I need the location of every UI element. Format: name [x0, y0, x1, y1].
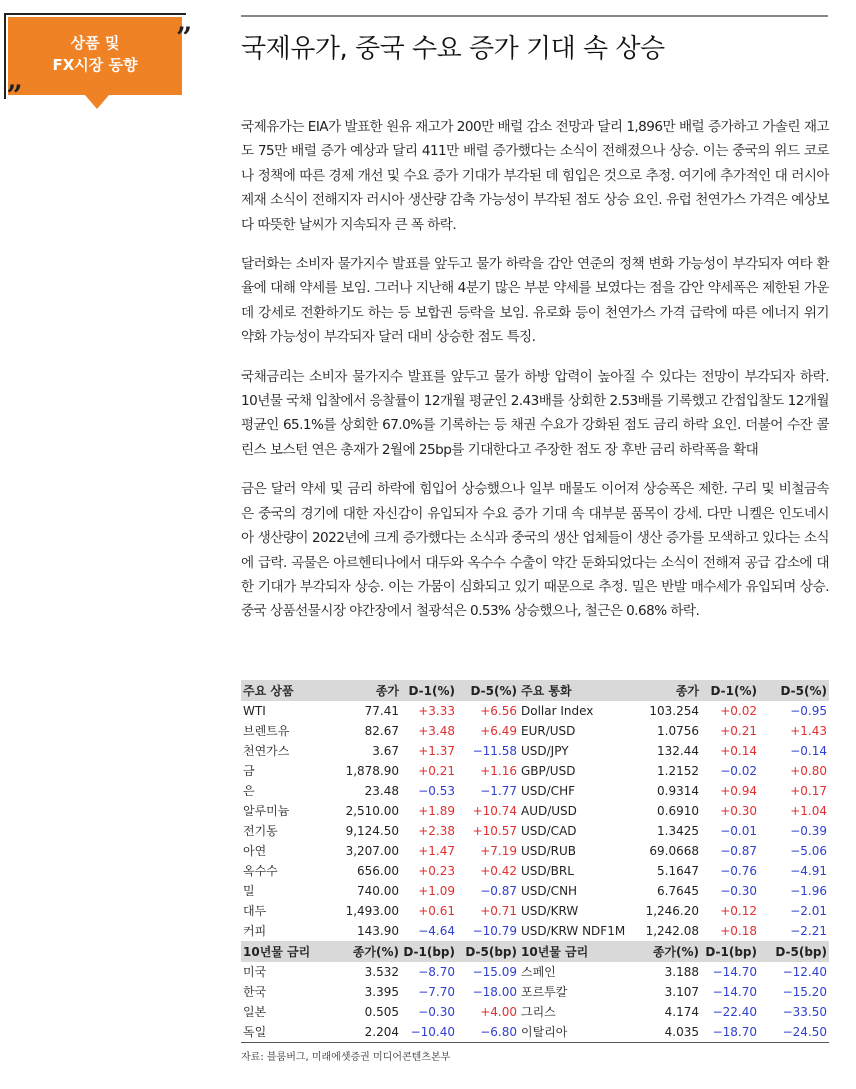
table-cell: 3.107: [664, 985, 699, 999]
table-cell: −0.87: [720, 844, 757, 858]
table-cell: −0.30: [418, 1005, 455, 1019]
table-cell: 대두: [243, 904, 267, 918]
table-cell: EUR/USD: [521, 724, 576, 738]
table-cell: 132.44: [657, 744, 699, 758]
table-cell: 미국: [243, 965, 267, 979]
table-row: [241, 1022, 829, 1043]
table-cell: 1,878.90: [345, 764, 399, 778]
table-cell: 은: [243, 784, 255, 798]
table-cell: USD/KRW NDF1M: [521, 924, 626, 938]
table-cell: −0.01: [720, 824, 757, 838]
table-cell: −33.50: [782, 1005, 827, 1019]
table-cell: 103.254: [649, 704, 699, 718]
table-header-cell: 종가(%): [329, 941, 401, 962]
table-cell: +10.57: [472, 824, 517, 838]
table-cell: +0.23: [418, 864, 455, 878]
table-row: [241, 921, 829, 941]
table-cell: −14.70: [712, 965, 757, 979]
table-cell: 밀: [243, 884, 255, 898]
table-row: [241, 801, 829, 821]
table-cell: 4.035: [631, 1022, 701, 1043]
table-cell: −0.87: [480, 884, 517, 898]
table-row: [241, 701, 829, 721]
table-cell: −0.14: [790, 744, 827, 758]
table-cell: 브렌트유: [243, 724, 290, 738]
table-cell: 알루미늄: [243, 804, 290, 818]
table-cell: +0.80: [790, 764, 827, 778]
table-cell: 독일: [241, 1022, 329, 1043]
table-cell: +0.61: [418, 904, 455, 918]
table-cell: −10.40: [401, 1022, 457, 1043]
table-cell: −18.70: [701, 1022, 759, 1043]
table-cell: +0.71: [480, 904, 517, 918]
table-cell: 한국: [243, 985, 267, 999]
table-cell: −8.70: [418, 965, 455, 979]
table-cell: +1.04: [790, 804, 827, 818]
table-cell: 그리스: [521, 1005, 556, 1019]
table-cell: −2.21: [790, 924, 827, 938]
table-header-cell: D-5(%): [759, 680, 829, 701]
table-cell: −5.06: [790, 844, 827, 858]
table-cell: +3.33: [418, 704, 455, 718]
table-cell: 740.00: [357, 884, 399, 898]
table-cell: 0.9314: [657, 784, 699, 798]
table-row: [241, 821, 829, 841]
table-cell: 1.2152: [657, 764, 699, 778]
table-row: [241, 1002, 829, 1022]
table-cell: +10.74: [472, 804, 517, 818]
badge-tail: [85, 95, 109, 109]
table-cell: −12.40: [782, 965, 827, 979]
table-cell: USD/CAD: [521, 824, 577, 838]
title-rule: [241, 15, 828, 17]
table-cell: +1.37: [418, 744, 455, 758]
table-cell: 0.505: [364, 1005, 399, 1019]
table-cell: −0.95: [790, 704, 827, 718]
table-cell: +1.47: [418, 844, 455, 858]
table-cell: −0.53: [418, 784, 455, 798]
table-cell: USD/CNH: [521, 884, 578, 898]
table-cell: 천연가스: [243, 744, 290, 758]
table-cell: +6.49: [480, 724, 517, 738]
table-cell: +0.21: [720, 724, 757, 738]
table-cell: 커피: [243, 924, 267, 938]
table-cell: GBP/USD: [521, 764, 576, 778]
table-cell: 3.395: [364, 985, 399, 999]
table-cell: 23.48: [364, 784, 399, 798]
table-row: [241, 841, 829, 861]
table-cell: 3.532: [364, 965, 399, 979]
table-cell: 656.00: [357, 864, 399, 878]
table-cell: 2.204: [329, 1022, 401, 1043]
table-row: [241, 881, 829, 901]
table-header-cell: D-5(bp): [759, 941, 829, 962]
table-header-cell: D-1(%): [701, 680, 759, 701]
paragraph-bonds: 국채금리는 소비자 물가지수 발표를 앞두고 물가 하방 압력이 높아질 수 있다는 전망이 부각되자 하락. 10년물 국채 입찰에서 응찰률이 12개월 평균인 2.43배를 상회한 2.53배를 기록했고 간접입찰도 12개월 평균인 65.1%를 상회한 67.0%를 기록하는 등 채권 수요가 강화된 점도 금리 하락 요인. 더불어 수잔 콜린스 보스턴 연은 총재가 2월에 25bp를 기대한다고 주장한 점도 장 후반 금리 하락폭을 확대: [241, 368, 829, 458]
table-cell: USD/JPY: [521, 744, 569, 758]
table-cell: −11.58: [472, 744, 517, 758]
table-cell: 143.90: [357, 924, 399, 938]
table-header-cell: 주요 상품: [241, 680, 329, 701]
open-quote-icon: „: [7, 63, 24, 96]
paragraph-oil: 국제유가는 EIA가 발표한 원유 재고가 200만 배럴 감소 전망과 달리 1,896만 배럴 증가하고 가솔린 재고도 75만 배럴 증가 예상과 달리 411만 배럴 증가했다는 소식이 전해졌으나 상승. 이는 중국의 위드 코로나 정책에 따른 경제 개선 및 수요 증가 기대가 부각된 데 힘입은 것으로 추정. 여기에 추가적인 대 러시아 제재 소식이 전해지자 러시아 생산량 감축 가능성이 부각된 점도 상승 요인. 유럽 천연가스 가격은 예상보다 따뜻한 날씨가 지속되자 큰 폭 하락.: [241, 119, 829, 233]
table-cell: +0.18: [720, 924, 757, 938]
table-cell: +3.48: [418, 724, 455, 738]
table-cell: 0.6910: [657, 804, 699, 818]
section-badge: [8, 17, 182, 95]
table-cell: 전기동: [243, 824, 278, 838]
table-cell: +1.09: [418, 884, 455, 898]
table-header-cell: 주요 통화: [519, 680, 631, 701]
table-cell: USD/KRW: [521, 904, 579, 918]
table-cell: +0.30: [720, 804, 757, 818]
article-body: [241, 115, 829, 639]
table-cell: 아연: [243, 844, 267, 858]
table-row: [241, 861, 829, 881]
table-row: [241, 982, 829, 1002]
table-cell: 1,242.08: [645, 924, 699, 938]
table-cell: 82.67: [364, 724, 399, 738]
table-cell: −10.79: [472, 924, 517, 938]
table-cell: 9,124.50: [345, 824, 399, 838]
table-row: [241, 721, 829, 741]
table-cell: 77.41: [364, 704, 399, 718]
market-table: [241, 680, 829, 1043]
table-header-cell: 10년물 금리: [241, 941, 329, 962]
table-cell: 6.7645: [657, 884, 699, 898]
table-header-cell: D-1(bp): [401, 941, 457, 962]
table-header-cell: D-5(%): [457, 680, 519, 701]
table-cell: 1.0756: [657, 724, 699, 738]
table-cell: −7.70: [418, 985, 455, 999]
table-cell: −24.50: [759, 1022, 829, 1043]
table-cell: +0.02: [720, 704, 757, 718]
table-cell: WTI: [243, 704, 266, 718]
table-cell: USD/CHF: [521, 784, 575, 798]
table-cell: +0.14: [720, 744, 757, 758]
table-row: [241, 741, 829, 761]
table-header-row: [241, 941, 829, 962]
table-cell: 3.188: [664, 965, 699, 979]
table-header-cell: 종가: [631, 680, 701, 701]
table-cell: 2,510.00: [345, 804, 399, 818]
table-cell: +6.56: [480, 704, 517, 718]
table-cell: 이탈리아: [519, 1022, 631, 1043]
table-cell: −0.76: [720, 864, 757, 878]
table-header-cell: D-1(bp): [701, 941, 759, 962]
table-cell: +1.16: [480, 764, 517, 778]
table-row: [241, 962, 829, 982]
table-cell: AUD/USD: [521, 804, 577, 818]
table-cell: 일본: [243, 1005, 267, 1019]
table-cell: 69.0668: [649, 844, 699, 858]
table-cell: 1,493.00: [345, 904, 399, 918]
table-cell: +0.17: [790, 784, 827, 798]
table-cell: −14.70: [712, 985, 757, 999]
badge-line-2: FX시장 동향: [52, 56, 138, 74]
table-cell: +1.43: [790, 724, 827, 738]
table-cell: 옥수수: [243, 864, 278, 878]
table-header-cell: 10년물 금리: [519, 941, 631, 962]
table-cell: +0.21: [418, 764, 455, 778]
table-cell: −0.02: [720, 764, 757, 778]
table-cell: −4.91: [790, 864, 827, 878]
table-header-cell: 종가(%): [631, 941, 701, 962]
badge-line-1: 상품 및: [70, 34, 120, 52]
table-header-cell: D-1(%): [401, 680, 457, 701]
table-cell: −0.30: [720, 884, 757, 898]
table-cell: +0.42: [480, 864, 517, 878]
table-cell: +1.89: [418, 804, 455, 818]
table-cell: −4.64: [418, 924, 455, 938]
table-cell: −15.20: [782, 985, 827, 999]
table-header-row: [241, 680, 829, 701]
table-cell: +7.19: [480, 844, 517, 858]
table-header-cell: D-5(bp): [457, 941, 519, 962]
table-cell: Dollar Index: [521, 704, 594, 718]
table-row: [241, 761, 829, 781]
paragraph-dollar: 달러화는 소비자 물가지수 발표를 앞두고 물가 하락을 감안 연준의 정책 변화 가능성이 부각되자 여타 환율에 대해 약세를 보임. 그러나 지난해 4분기 많은 부분 약세를 보였다는 점을 감안 약세폭은 제한된 가운데 강세로 전환하기도 하는 등 보합권 등락을 보임. 유로화 등이 천연가스 가격 급락에 따른 에너지 위기 약화 가능성이 부각되자 달러 대비 상승한 점도 특징.: [241, 256, 829, 346]
table-cell: 1.3425: [657, 824, 699, 838]
table-cell: −1.96: [790, 884, 827, 898]
table-cell: 스페인: [521, 965, 556, 979]
table-cell: −18.00: [472, 985, 517, 999]
table-cell: −2.01: [790, 904, 827, 918]
table-cell: 4.174: [664, 1005, 699, 1019]
table-cell: 3.67: [372, 744, 399, 758]
table-cell: 금: [243, 764, 255, 778]
table-cell: −15.09: [472, 965, 517, 979]
close-quote-icon: ”: [176, 21, 193, 54]
table-row: [241, 901, 829, 921]
table-header-cell: 종가: [329, 680, 401, 701]
table-cell: 포르투칼: [521, 985, 568, 999]
table-cell: −0.39: [790, 824, 827, 838]
source-note: 자료: 블룸버그, 미래에셋증권 미디어콘텐츠본부: [241, 1052, 451, 1063]
page-title: 국제유가, 중국 수요 증가 기대 속 상승: [241, 34, 665, 64]
table-cell: +2.38: [418, 824, 455, 838]
table-cell: −6.80: [457, 1022, 519, 1043]
table-cell: USD/BRL: [521, 864, 574, 878]
table-cell: −22.40: [712, 1005, 757, 1019]
table-cell: 5.1647: [657, 864, 699, 878]
table-cell: +0.94: [720, 784, 757, 798]
paragraph-metals: 금은 달러 약세 및 금리 하락에 힘입어 상승했으나 일부 매물도 이어져 상승폭은 제한. 구리 및 비철금속은 중국의 경기에 대한 자신감이 유입되자 수요 증가 기대 속 대부분 품목이 강세. 다만 니켈은 인도네시아 생산량이 2022년에 크게 증가했다는 소식과 중국의 생산 업체들이 생산 증가를 모색하고 있다는 소식에 급락. 곡물은 아르헨티나에서 대두와 옥수수 수출이 약간 둔화되었다는 소식이 전해져 공급 감소에 대한 기대가 부각되자 상승. 이는 가뭄이 심화되고 있기 때문으로 추정. 밀은 반발 매수세가 유입되며 상승. 중국 상품선물시장 야간장에서 철광석은 0.53% 상승했으나, 철근은 0.68% 하락.: [241, 481, 829, 620]
table-cell: USD/RUB: [521, 844, 577, 858]
table-cell: −1.77: [480, 784, 517, 798]
table-row: [241, 781, 829, 801]
table-cell: +0.12: [720, 904, 757, 918]
table-cell: 3,207.00: [345, 844, 399, 858]
table-cell: 1,246.20: [645, 904, 699, 918]
table-cell: +4.00: [480, 1005, 517, 1019]
